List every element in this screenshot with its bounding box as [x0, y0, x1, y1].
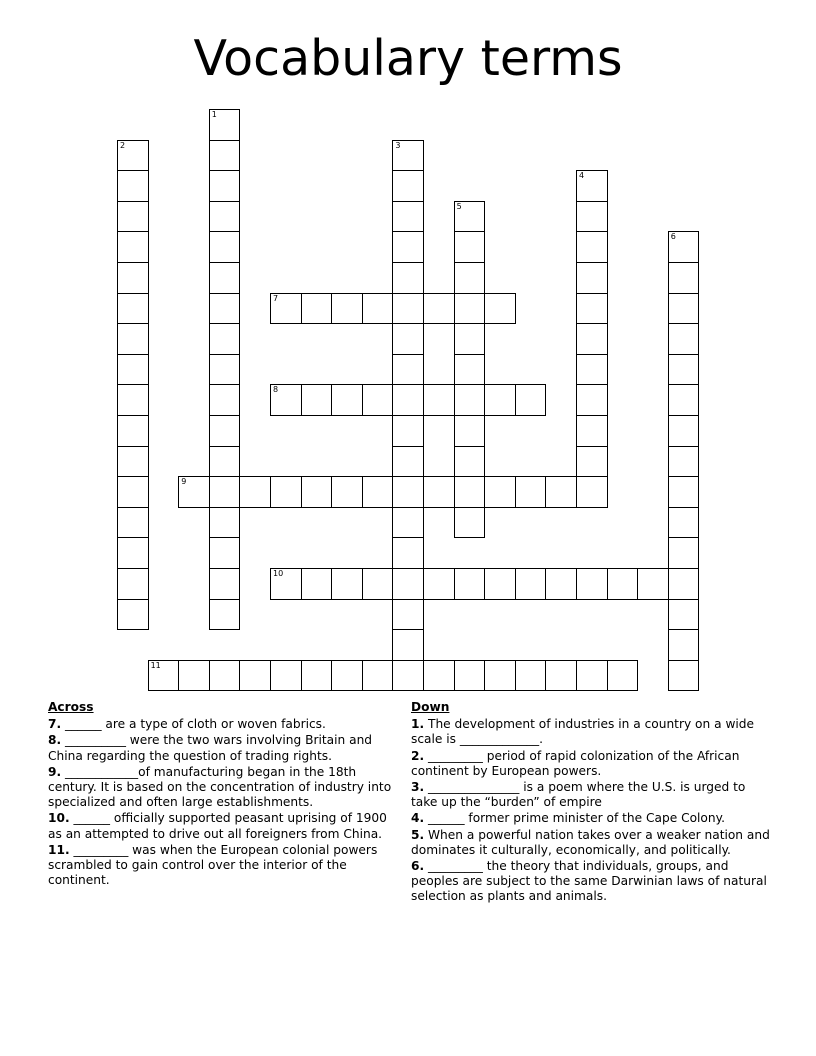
clue-number-label: 3: [395, 140, 401, 150]
grid-cell[interactable]: [148, 660, 180, 692]
grid-cell[interactable]: [270, 384, 302, 416]
grid-cell[interactable]: [209, 109, 241, 141]
clue-number-label: 5: [456, 201, 462, 211]
grid-cell[interactable]: [239, 660, 271, 692]
grid-cell[interactable]: [392, 599, 424, 631]
grid-cell[interactable]: [484, 660, 516, 692]
clue-number-label: 8: [273, 385, 279, 395]
grid-cell[interactable]: [668, 537, 700, 569]
grid-cell[interactable]: [637, 568, 669, 600]
across-clue-text: _________ was when the European colonial powers scrambled to gain control over the interior of the continent.: [48, 842, 378, 888]
grid-cell[interactable]: [668, 629, 700, 661]
grid-cell[interactable]: [301, 476, 333, 508]
grid-cell[interactable]: [117, 170, 149, 202]
grid-cell[interactable]: [515, 384, 547, 416]
clue-number-label: 9: [181, 477, 187, 487]
grid-cell[interactable]: [423, 293, 455, 325]
grid-cell[interactable]: [392, 507, 424, 539]
grid-cell[interactable]: [117, 384, 149, 416]
grid-cell[interactable]: [392, 354, 424, 386]
grid-cell[interactable]: [454, 293, 486, 325]
grid-cell[interactable]: [668, 507, 700, 539]
grid-cell[interactable]: [515, 476, 547, 508]
grid-cell[interactable]: [362, 568, 394, 600]
grid-cell[interactable]: [209, 568, 241, 600]
grid-cell[interactable]: [270, 293, 302, 325]
down-heading: Down: [411, 700, 450, 714]
grid-cell[interactable]: [209, 384, 241, 416]
grid-cell[interactable]: [668, 415, 700, 447]
grid-cell[interactable]: [209, 293, 241, 325]
grid-cell[interactable]: [117, 293, 149, 325]
across-clues: [48, 700, 398, 889]
down-clue-text: ______ former prime minister of the Cape Colony.: [424, 811, 725, 826]
down-clues: [411, 700, 771, 906]
grid-cell[interactable]: [331, 568, 363, 600]
down-clue-number: 3.: [411, 780, 425, 795]
grid-cell[interactable]: [576, 201, 608, 233]
grid-cell[interactable]: [545, 476, 577, 508]
grid-cell[interactable]: [576, 384, 608, 416]
grid-cell[interactable]: [454, 323, 486, 355]
grid-cell[interactable]: [392, 293, 424, 325]
grid-cell[interactable]: [178, 476, 210, 508]
across-clue: [48, 765, 398, 811]
grid-cell[interactable]: [178, 660, 210, 692]
grid-cell[interactable]: [392, 568, 424, 600]
grid-cell[interactable]: [392, 476, 424, 508]
grid-cell[interactable]: [454, 415, 486, 447]
grid-cell[interactable]: [209, 537, 241, 569]
down-clue: [411, 717, 771, 747]
grid-cell[interactable]: [209, 201, 241, 233]
grid-cell[interactable]: [668, 262, 700, 294]
grid-cell[interactable]: [576, 323, 608, 355]
across-clue-number: 10.: [48, 811, 70, 826]
grid-cell[interactable]: [209, 323, 241, 355]
clue-number-label: 7: [273, 293, 279, 303]
grid-cell[interactable]: [301, 660, 333, 692]
grid-cell[interactable]: [392, 323, 424, 355]
grid-cell[interactable]: [515, 568, 547, 600]
grid-cell[interactable]: [209, 170, 241, 202]
down-clue: [411, 859, 771, 905]
grid-cell[interactable]: [392, 262, 424, 294]
grid-cell[interactable]: [545, 568, 577, 600]
down-clue-number: 5.: [411, 827, 425, 842]
grid-cell[interactable]: [392, 201, 424, 233]
grid-cell[interactable]: [576, 354, 608, 386]
grid-cell[interactable]: [209, 507, 241, 539]
grid-cell[interactable]: [576, 170, 608, 202]
grid-cell[interactable]: [545, 660, 577, 692]
grid-cell[interactable]: [117, 354, 149, 386]
down-clue-number: 1.: [411, 717, 425, 732]
grid-cell[interactable]: [362, 660, 394, 692]
across-clue-number: 7.: [48, 717, 62, 732]
grid-cell[interactable]: [484, 384, 516, 416]
down-clue: [411, 780, 771, 810]
grid-cell[interactable]: [209, 599, 241, 631]
grid-cell[interactable]: [117, 201, 149, 233]
grid-cell[interactable]: [301, 293, 333, 325]
grid-cell[interactable]: [362, 293, 394, 325]
grid-cell[interactable]: [209, 354, 241, 386]
grid-cell[interactable]: [576, 446, 608, 478]
down-clue-text: When a powerful nation takes over a weaker nation and dominates it culturally, economically, and politically.: [411, 827, 770, 857]
clue-number-label: 4: [579, 171, 585, 181]
grid-cell[interactable]: [392, 537, 424, 569]
across-clue-text: ______ officially supported peasant uprising of 1900 as an attempted to drive out all foreigners from China.: [48, 811, 387, 841]
grid-cell[interactable]: [484, 293, 516, 325]
grid-cell[interactable]: [576, 476, 608, 508]
down-clue-number: 2.: [411, 748, 425, 763]
grid-cell[interactable]: [454, 446, 486, 478]
grid-cell[interactable]: [668, 568, 700, 600]
grid-cell[interactable]: [576, 415, 608, 447]
grid-cell[interactable]: [454, 568, 486, 600]
grid-cell[interactable]: [515, 660, 547, 692]
grid-cell[interactable]: [117, 476, 149, 508]
grid-cell[interactable]: [392, 170, 424, 202]
grid-cell[interactable]: [209, 476, 241, 508]
grid-cell[interactable]: [576, 262, 608, 294]
down-clue-list: [411, 717, 771, 904]
grid-cell[interactable]: [454, 201, 486, 233]
across-clue-text: ____________of manufacturing began in the 18th century. It is based on the concentration of industry into specialized and often large establishments.: [48, 764, 392, 810]
grid-cell[interactable]: [423, 660, 455, 692]
down-clue-text: _________ period of rapid colonization of the African continent by European powers.: [411, 748, 740, 778]
grid-cell[interactable]: [331, 660, 363, 692]
grid-cell[interactable]: [117, 262, 149, 294]
grid-cell[interactable]: [117, 599, 149, 631]
across-clue-text: ______ are a type of cloth or woven fabrics.: [61, 717, 326, 732]
grid-cell[interactable]: [607, 568, 639, 600]
grid-cell[interactable]: [454, 476, 486, 508]
grid-cell[interactable]: [392, 415, 424, 447]
grid-cell[interactable]: [392, 231, 424, 263]
across-clue-number: 11.: [48, 842, 70, 857]
grid-cell[interactable]: [362, 476, 394, 508]
grid-cell[interactable]: [392, 629, 424, 661]
grid-cell[interactable]: [117, 323, 149, 355]
grid-cell[interactable]: [117, 507, 149, 539]
grid-cell[interactable]: [454, 262, 486, 294]
grid-cell[interactable]: [331, 476, 363, 508]
grid-cell[interactable]: [454, 231, 486, 263]
clue-number-label: 11: [150, 660, 161, 670]
grid-cell[interactable]: [270, 568, 302, 600]
grid-cell[interactable]: [117, 446, 149, 478]
down-clue-number: 6.: [411, 859, 425, 874]
clue-number-label: 1: [211, 110, 217, 119]
grid-cell[interactable]: [454, 660, 486, 692]
across-clue: [48, 717, 398, 732]
grid-cell[interactable]: [576, 660, 608, 692]
grid-cell[interactable]: [209, 262, 241, 294]
down-clue-text: _______________ is a poem where the U.S. is urged to take up the “burden” of empire: [411, 780, 746, 810]
across-clue-number: 9.: [48, 764, 62, 779]
grid-cell[interactable]: [668, 323, 700, 355]
grid-cell[interactable]: [576, 568, 608, 600]
grid-cell[interactable]: [117, 231, 149, 263]
down-clue: [411, 749, 771, 779]
down-clue-text: _________ the theory that individuals, groups, and peoples are subject to the same Darwinian laws of natural selection as plants and animals.: [411, 859, 767, 904]
across-clue: [48, 733, 398, 763]
grid-cell[interactable]: [117, 415, 149, 447]
grid-cell[interactable]: [392, 660, 424, 692]
grid-cell[interactable]: [423, 568, 455, 600]
grid-cell[interactable]: [484, 476, 516, 508]
grid-cell[interactable]: [117, 568, 149, 600]
across-heading: Across: [48, 700, 94, 714]
grid-cell[interactable]: [607, 660, 639, 692]
clue-number-label: 6: [670, 232, 676, 242]
grid-cell[interactable]: [668, 384, 700, 416]
grid-cell[interactable]: [331, 384, 363, 416]
down-clue: [411, 811, 771, 826]
across-clue: [48, 843, 398, 889]
across-clue: [48, 811, 398, 841]
grid-cell[interactable]: [362, 384, 394, 416]
grid-cell[interactable]: [270, 660, 302, 692]
grid-cell[interactable]: [454, 354, 486, 386]
down-clue-number: 4.: [411, 811, 425, 826]
page-title: Vocabulary terms: [193, 30, 623, 87]
grid-cell[interactable]: [484, 568, 516, 600]
grid-cell[interactable]: [209, 140, 241, 172]
grid-cell[interactable]: [392, 140, 424, 172]
grid-cell[interactable]: [668, 293, 700, 325]
grid-cell[interactable]: [117, 537, 149, 569]
grid-cell[interactable]: [392, 384, 424, 416]
grid-cell[interactable]: [668, 446, 700, 478]
grid-cell[interactable]: [301, 568, 333, 600]
grid-cell[interactable]: [576, 293, 608, 325]
across-clue-text: __________ were the two wars involving Britain and China regarding the question of trading rights.: [48, 733, 373, 763]
grid-cell[interactable]: [668, 476, 700, 508]
grid-cell[interactable]: [423, 476, 455, 508]
grid-cell[interactable]: [668, 660, 700, 692]
grid-cell[interactable]: [331, 293, 363, 325]
grid-cell[interactable]: [239, 476, 271, 508]
grid-cell[interactable]: [117, 140, 149, 172]
grid-cell[interactable]: [576, 231, 608, 263]
down-clue-text: The development of industries in a country on a wide scale is _____________.: [411, 717, 755, 747]
grid-cell[interactable]: [392, 446, 424, 478]
grid-cell[interactable]: [209, 231, 241, 263]
grid-cell[interactable]: [668, 231, 700, 263]
across-clue-list: [48, 717, 398, 888]
grid-cell[interactable]: [668, 354, 700, 386]
grid-cell[interactable]: [454, 507, 486, 539]
grid-cell[interactable]: [301, 384, 333, 416]
grid-cell[interactable]: [423, 384, 455, 416]
across-clue-number: 8.: [48, 733, 62, 748]
clue-number-label: 2: [120, 140, 126, 150]
grid-cell[interactable]: [209, 660, 241, 692]
grid-cell[interactable]: [668, 599, 700, 631]
grid-cell[interactable]: [209, 415, 241, 447]
clue-number-label: 10: [273, 569, 284, 578]
grid-cell[interactable]: [454, 384, 486, 416]
down-clue: [411, 828, 771, 858]
grid-cell[interactable]: [209, 446, 241, 478]
grid-cell[interactable]: [270, 476, 302, 508]
